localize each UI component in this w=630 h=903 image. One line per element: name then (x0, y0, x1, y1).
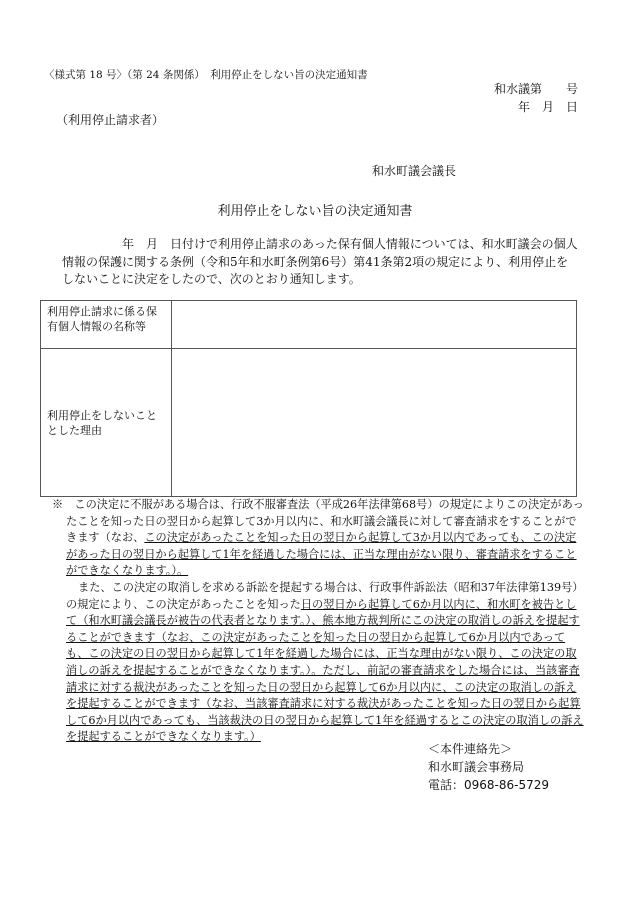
note-text: この決定に不服がある場合は、行政不服審査法（平成26年法律第68号）の規定によりこの決定があったことを知った日の翌日から起算して3か月以内に、和水町議会議長に対して審査請求をすることができます（なお、 (66, 498, 584, 545)
contact-phone: 電話：0968-86-5729 (428, 778, 550, 792)
note-underlined-text: 審査請求をすることができなくなります。）。 (66, 547, 577, 578)
document-date: 年 月 日 (517, 100, 578, 114)
sender-name: 和水町議会議長 (372, 164, 457, 178)
note-underlined-text: この決定があったことを知った日の翌日から起算して3か月以内であっても、この決定があった日の翌日から起算して1年を経過した場合には、 (66, 531, 577, 561)
form-label: 〈様式第 18 号〉（第 24 条関係） 利用停止をしない旨の決定通知書 (44, 69, 368, 81)
note-review-request (52, 497, 584, 580)
contact-block (428, 740, 549, 794)
table-row (41, 349, 577, 497)
note-text: また、この決定の取消しを求める訴訟を提起する場合は、行政事件訴訟法（昭和37年法律第139号）の規定により、この決定があったことを知った (66, 580, 584, 611)
body-text (62, 236, 580, 289)
note-underlined-text: 正当な理由がない限り、 (352, 547, 476, 561)
contact-heading: ＜本件連絡先＞ (428, 742, 513, 756)
document-number-block (494, 80, 578, 116)
table-row (41, 301, 577, 349)
document-number: 和水議第 号 (493, 82, 578, 96)
info-table (40, 300, 577, 497)
body-paragraph: 年 月 日付けで利用停止請求のあった保有個人情報については、和水町議会の個人情報の保護に関する条例（令和5年和水町条例第6号）第41条第2項の規定により、利用停止をしないことに決定をしたので、次のとおり通知します。 (62, 237, 578, 286)
row-value-reason (172, 349, 577, 497)
row-label-reason: 利用停止をしないこととした理由 (41, 349, 172, 497)
row-label-info-name: 利用停止請求に係る保有個人情報の名称等 (41, 301, 172, 349)
contact-office: 和水町議会事務局 (428, 760, 525, 774)
note-lawsuit (52, 580, 584, 746)
row-value-info-name (172, 301, 577, 349)
document-title: 利用停止をしない旨の決定通知書 (217, 204, 413, 219)
requester-label: （利用停止請求者） (56, 113, 165, 127)
note-underlined-text: 日の翌日から起算して6か月以内に、和水町を被告として（和水町議会議長が被告の代表者となります。）、熊本地方裁判所にこの決定の取消しの訴えを提起することができます（なお、この決定があったことを知った日の翌日から起算して6か月以内であっても、この決定の日の翌日から起算して1年を経過した場合には、正当な理由がない限り、この決定の取消しの訴えを提起することができなくなります。）。ただし、前記の審査請求をした場合には、当該審査請求に対する裁決があったことを知った日の翌日から起算して6か月以内に、この決定の取消しの訴えを提起することができます（なお、当該審査請求に対する裁決があったことを知った日の翌日から起算して6か月以内であっても、当該裁決の日の翌日から起算して1年を経過するとこの決定の取消しの訴えを提起することができなくなります。） (66, 597, 584, 744)
note-mark: ※ (52, 498, 64, 511)
notes-section (52, 497, 584, 746)
